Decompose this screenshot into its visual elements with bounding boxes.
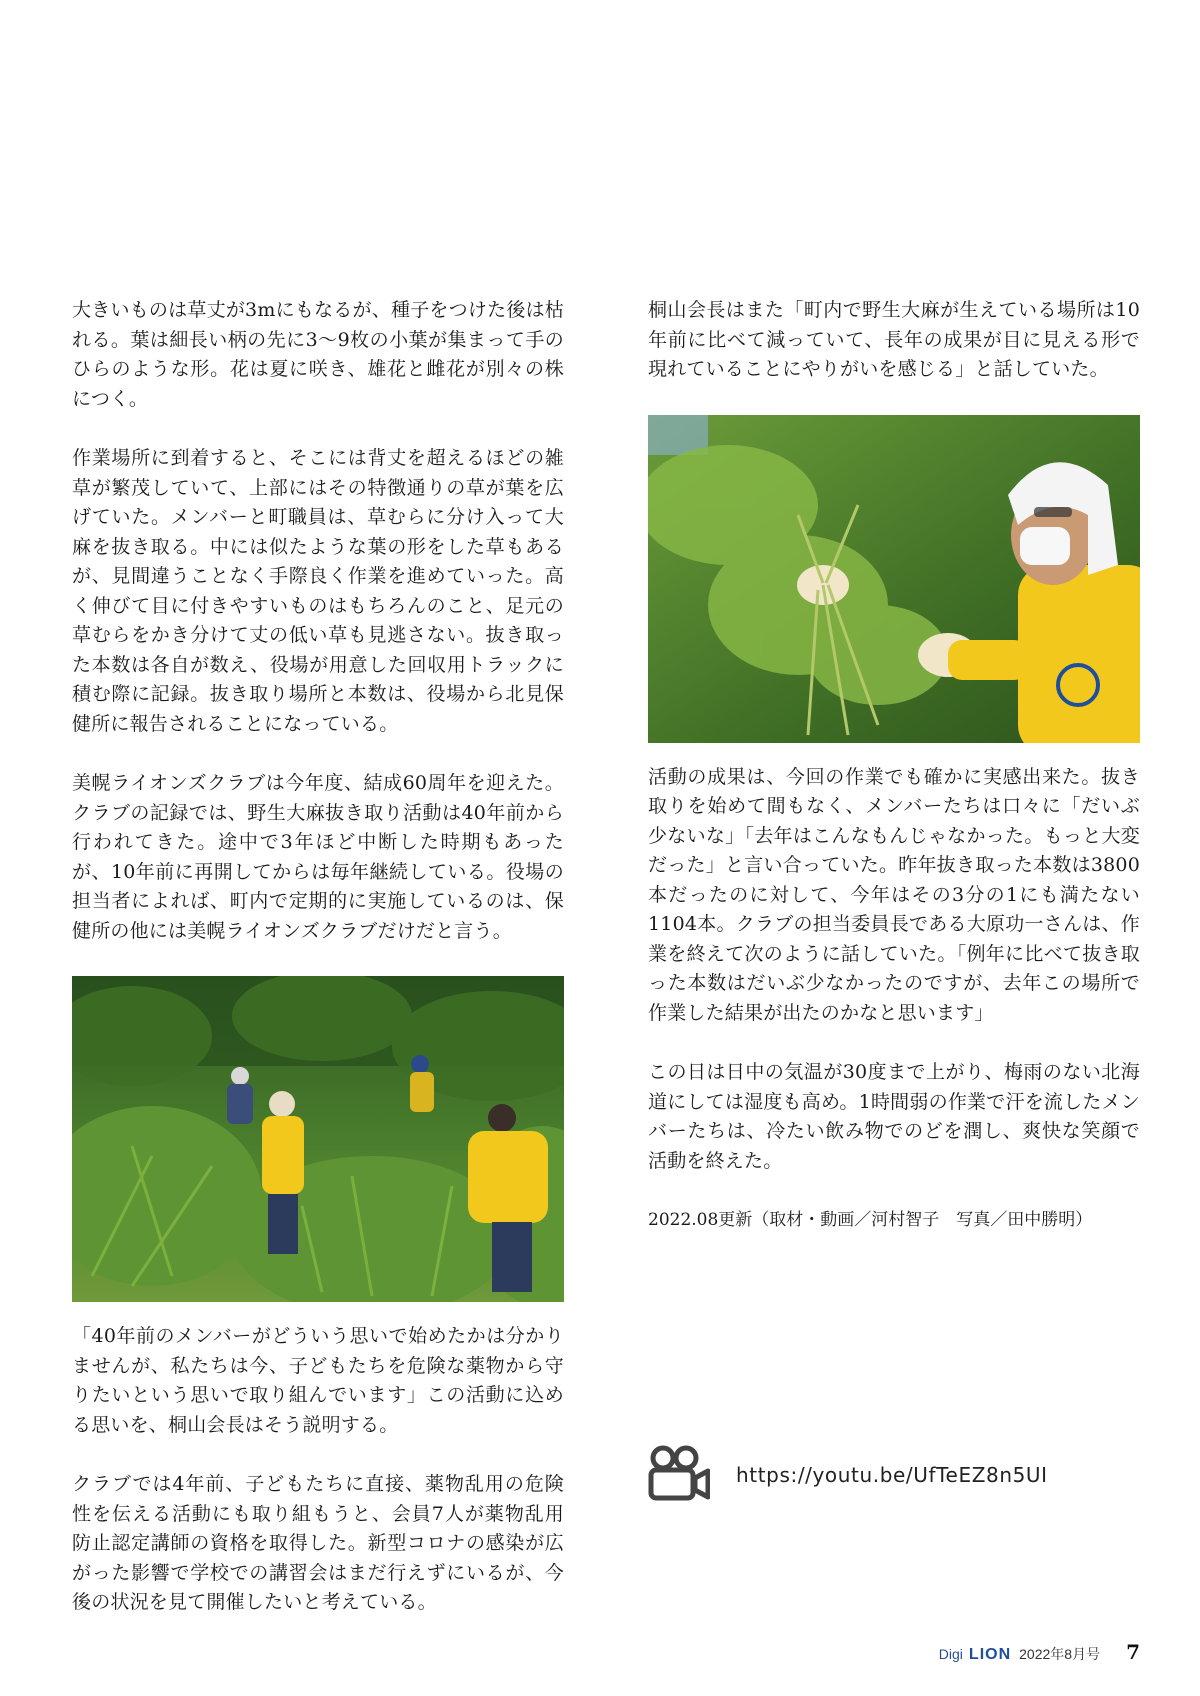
credit-line: 2022.08更新（取材・動画／河村智子 写真／田中勝明）: [648, 1210, 1093, 1230]
left-column: [72, 296, 564, 1648]
article-paragraph: この日は日中の気温が30度まで上がり、梅雨のない北海道にしては湿度も高め。1時間弱の作業で汗を流したメンバーたちは、冷たい飲み物でのどを潤し、爽快な笑顔で活動を終えた。: [648, 1061, 1140, 1172]
page-number: 7: [1126, 1640, 1140, 1664]
video-link-row[interactable]: [648, 1440, 1140, 1510]
article-paragraph: クラブでは4年前、子どもたちに直接、薬物乱用の危険性を伝える活動にも取り組もうと、会員7人が薬物乱用防止認定講師の資格を取得した。新型コロナの感染が広がった影響で学校での講習会はまだ行えずにいるが、今後の状況を見て開催したいと考えている。: [72, 1473, 564, 1613]
footer-digi: Digi: [938, 1646, 963, 1662]
photo-group-working: [72, 976, 564, 1302]
right-column: [648, 296, 1140, 1234]
page-footer: [939, 1640, 1140, 1664]
footer-brand-logo: LION: [968, 1646, 1012, 1663]
article-paragraph: 美幌ライオンズクラブは今年度、結成60周年を迎えた。クラブの記録では、野生大麻抜き取り活動は40年前から行われてきた。途中で3年ほど中断した時期もあったが、10年前に再開してからは毎年継続している。役場の担当者によれば、町内で定期的に実施しているのは、保健所の他には美幌ライオンズクラブだけだと言う。: [72, 772, 564, 942]
video-url-link[interactable]: https://youtu.be/UfTeEZ8n5UI: [736, 1463, 1048, 1487]
quote-paragraph: 「40年前のメンバーがどういう思いで始めたかは分かりませんが、私たちは今、子どもたちを危険な薬物から守りたいという思いで取り組んでいます」この活動に込める思いを、桐山会長はそう説明する。: [72, 1325, 564, 1436]
article-paragraph: 活動の成果は、今回の作業でも確かに実感出来た。抜き取りを始めて間もなく、メンバーたちは口々に「だいぶ少ないな」「去年はこんなもんじゃなかった。もっと大変だった」と言い合っていた。昨年抜き取った本数は3800本だったのに対して、今年はその3分の1にも満たない1104本。クラブの担当委員長である大原功一さんは、作業を終えて次のように話していた。「例年に比べて抜き取った本数はだいぶ少なかったのですが、去年この場所で作業した結果が出たのかなと思います」: [648, 765, 1140, 1024]
photo-member-holding-plants: [648, 415, 1140, 743]
article-paragraph: 大きいものは草丈が3mにもなるが、種子をつけた後は枯れる。葉は細長い柄の先に3〜9枚の小葉が集まって手のひらのような形。花は夏に咲き、雄花と雌花が別々の株につく。: [72, 299, 564, 410]
article-paragraph: 桐山会長はまた「町内で野生大麻が生えている場所は10年前に比べて減っていて、長年の成果が目に見える形で現れていることにやりがいを感じる」と話していた。: [648, 299, 1140, 380]
article-paragraph: 作業場所に到着すると、そこには背丈を超えるほどの雑草が繁茂していて、上部にはその特徴通りの草が葉を広げていた。メンバーと町職員は、草むらに分け入って大麻を抜き取る。中には似たような葉の形をした草もあるが、見間違うことなく手際良く作業を進めていった。高く伸びて目に付きやすいものはもちろんのこと、足元の草むらをかき分けて丈の低い草も見逃さない。抜き取った本数は各自が数え、役場が用意した回収用トラックに積む際に記録。抜き取り場所と本数は、役場から北見保健所に報告されることになっている。: [72, 447, 564, 735]
footer-issue: 2022年8月号: [1019, 1646, 1101, 1662]
group-photo-illustration: [72, 976, 564, 1302]
member-photo-illustration: [648, 415, 1140, 743]
video-camera-icon: [648, 1445, 710, 1505]
